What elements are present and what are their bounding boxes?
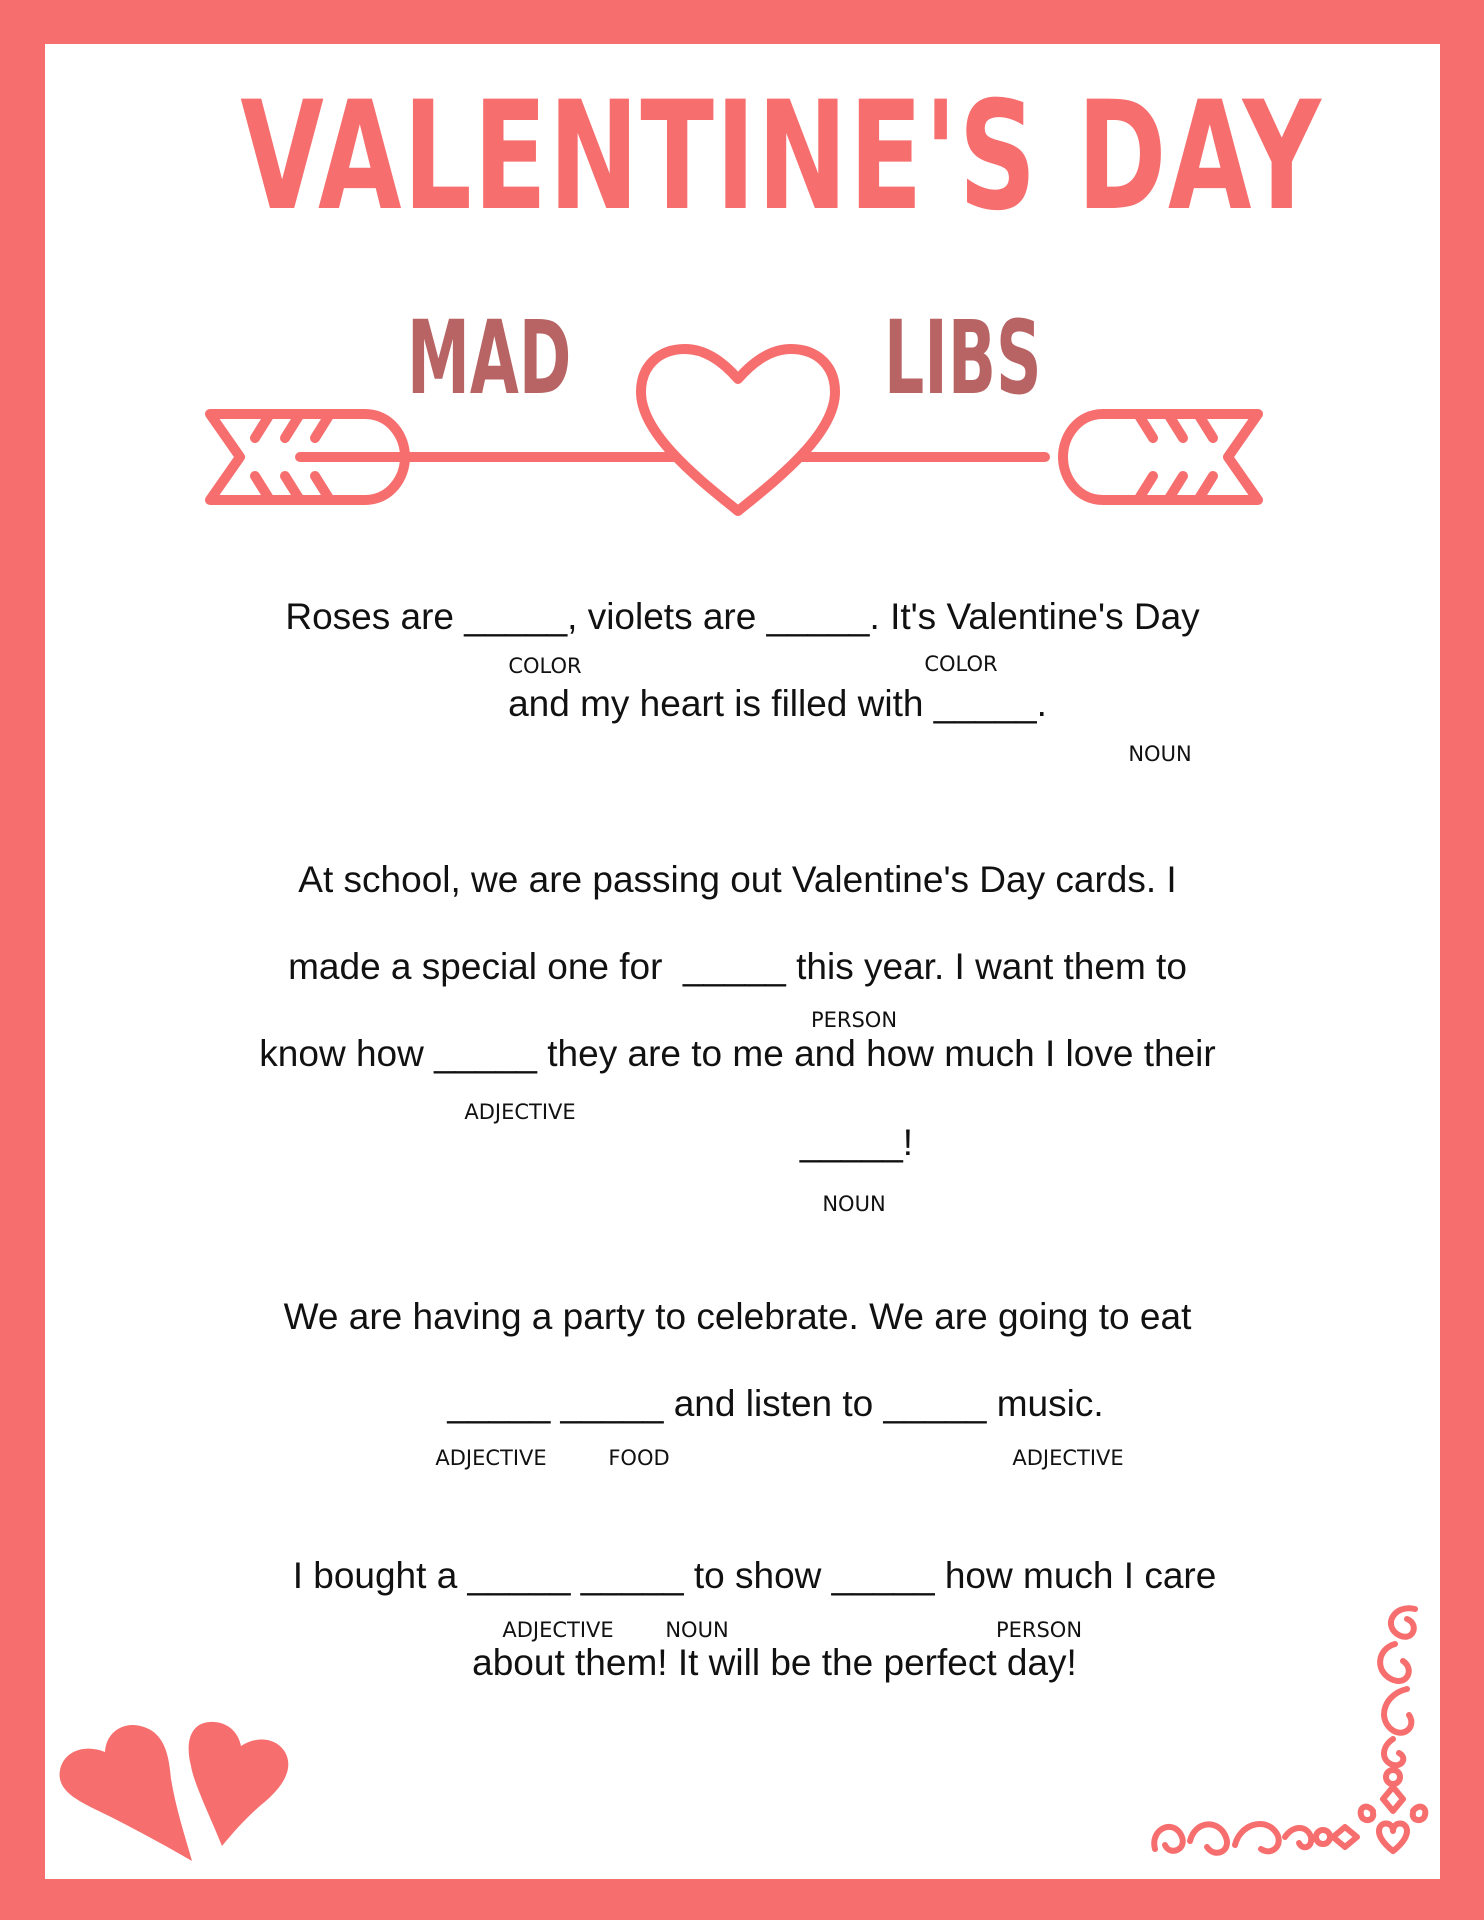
story-line: _____! xyxy=(799,1122,914,1163)
hint-label: ADJECTIVE xyxy=(1012,1446,1124,1470)
subtitle-libs: LIBS xyxy=(884,299,1042,418)
hint-label: FOOD xyxy=(608,1446,670,1470)
hint-label: NOUN xyxy=(822,1192,886,1216)
hint-label: ADJECTIVE xyxy=(502,1618,614,1642)
story-line: Roses are _____, violets are _____. It's Valentine's Day xyxy=(285,596,1200,637)
story-line: At school, we are passing out Valentine's Day cards. I xyxy=(298,859,1177,900)
story-line: know how _____ they are to me and how much I love their xyxy=(259,1033,1216,1074)
worksheet-page xyxy=(45,44,1440,1879)
flourish-icon xyxy=(1145,1599,1440,1879)
hint-label: ADJECTIVE xyxy=(464,1100,576,1124)
story-line: and my heart is filled with _____. xyxy=(508,683,1047,724)
hearts-icon xyxy=(45,1684,345,1884)
hint-label: PERSON xyxy=(995,1618,1083,1642)
hint-label: ADJECTIVE xyxy=(435,1446,547,1470)
arrow-heart-icon xyxy=(45,44,1440,604)
story-line: I bought a _____ _____ to show _____ how much I care xyxy=(292,1555,1217,1596)
page-title: VALENTINE'S DAY xyxy=(240,70,1323,244)
story-line: _____ _____ and listen to _____ music. xyxy=(447,1383,1104,1424)
hint-label: NOUN xyxy=(1128,742,1192,766)
hint-label: PERSON xyxy=(810,1008,898,1032)
hint-label: NOUN xyxy=(665,1618,729,1642)
subtitle-mad: MAD xyxy=(407,299,572,418)
hint-label: COLOR xyxy=(924,652,998,676)
story-line: We are having a party to celebrate. We are going to eat xyxy=(283,1296,1192,1337)
story-line: about them! It will be the perfect day! xyxy=(472,1642,1077,1683)
hint-label: COLOR xyxy=(508,654,582,678)
story-line: made a special one for _____ this year. I want them to xyxy=(288,946,1187,987)
